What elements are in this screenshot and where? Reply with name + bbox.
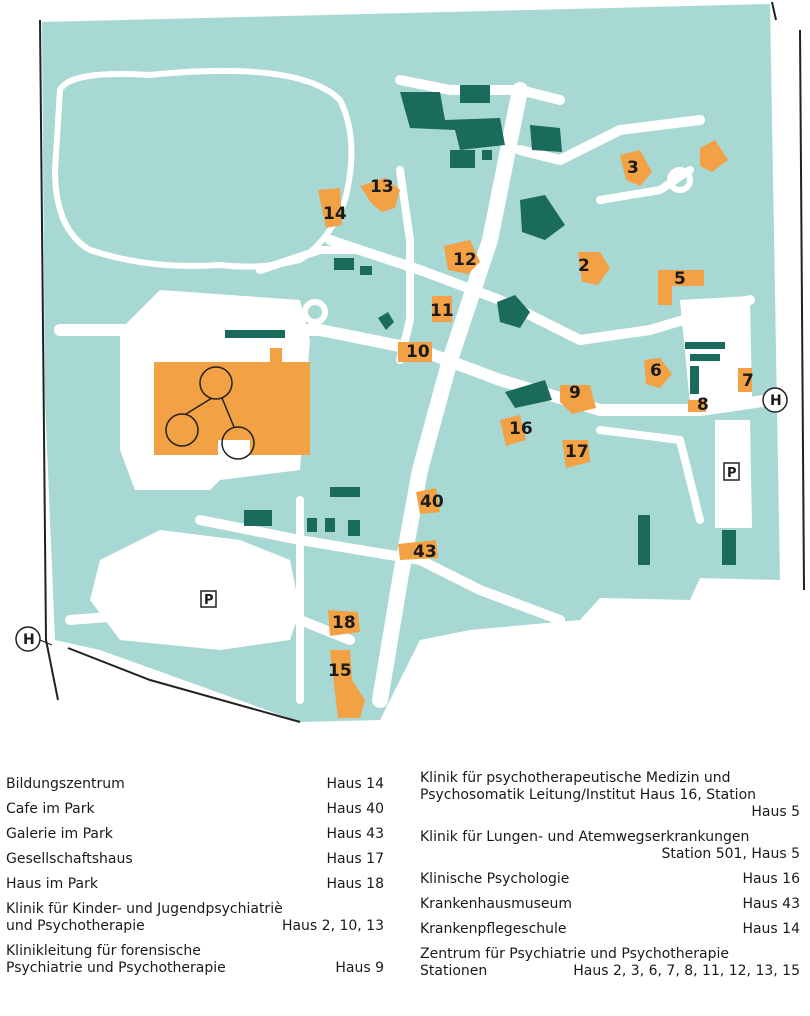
house-label-6: 6	[650, 361, 662, 381]
house-label-43: 43	[413, 542, 437, 562]
house-label-5: 5	[674, 269, 686, 289]
legend-entry: Klinikleitung für forensische Psychiatrie und Psychotherapie Haus 9	[6, 943, 384, 976]
legend-entry: Klinik für Lungen- und Atemwegserkrankungen Station 501, Haus 5	[420, 829, 800, 862]
parking-west	[201, 591, 216, 608]
house-label-10: 10	[406, 342, 430, 362]
legend-entry: Cafe im Park Haus 40	[6, 801, 384, 817]
svg-text:H: H	[770, 393, 782, 409]
legend-entry: Gesellschaftshaus Haus 17	[6, 851, 384, 867]
house-label-7: 7	[742, 371, 754, 391]
house-label-3: 3	[627, 158, 639, 178]
house-label-8: 8	[697, 395, 709, 415]
house-label-18: 18	[332, 613, 356, 633]
svg-text:H: H	[23, 632, 35, 648]
legend-entry: Klinik für Kinder- und Jugendpsychiatriè und Psychotherapie Haus 2, 10, 13	[6, 901, 384, 934]
legend-column-left	[6, 776, 384, 985]
legend-column-right	[420, 770, 800, 988]
legend	[0, 770, 810, 1016]
house-label-17: 17	[565, 442, 589, 462]
legend-entry: Bildungszentrum Haus 14	[6, 776, 384, 792]
house-label-2: 2	[578, 256, 590, 276]
legend-entry: Klinik für psychotherapeutische Medizin und Psychosomatik Leitung/Institut Haus 16, Station Haus 5	[420, 770, 800, 820]
house-label-16: 16	[509, 419, 533, 439]
house-label-13: 13	[370, 177, 394, 197]
house-label-11: 11	[430, 301, 454, 321]
boundary-line-right	[772, 2, 776, 20]
legend-entry: Haus im Park Haus 18	[6, 876, 384, 892]
house-label-15: 15	[328, 661, 352, 681]
parking-east	[724, 463, 739, 481]
house-label-9: 9	[569, 383, 581, 403]
main-hospital-building	[154, 348, 310, 455]
svg-text:P: P	[204, 593, 214, 608]
boundary-line-far-right	[800, 30, 804, 590]
house-label-40: 40	[420, 492, 444, 512]
legend-entry: Krankenhausmuseum Haus 43	[420, 896, 800, 912]
legend-entry: Zentrum für Psychiatrie und Psychotherapie Stationen Haus 2, 3, 6, 7, 8, 11, 12, 13, 15	[420, 946, 800, 979]
legend-entry: Klinische Psychologie Haus 16	[420, 871, 800, 887]
house-label-12: 12	[453, 250, 477, 270]
house-label-14: 14	[323, 204, 347, 224]
legend-entry: Krankenpflegeschule Haus 14	[420, 921, 800, 937]
woodland-clearing	[55, 71, 351, 267]
svg-text:P: P	[727, 466, 737, 481]
bus-stop-east	[763, 388, 787, 412]
legend-entry: Galerie im Park Haus 43	[6, 826, 384, 842]
